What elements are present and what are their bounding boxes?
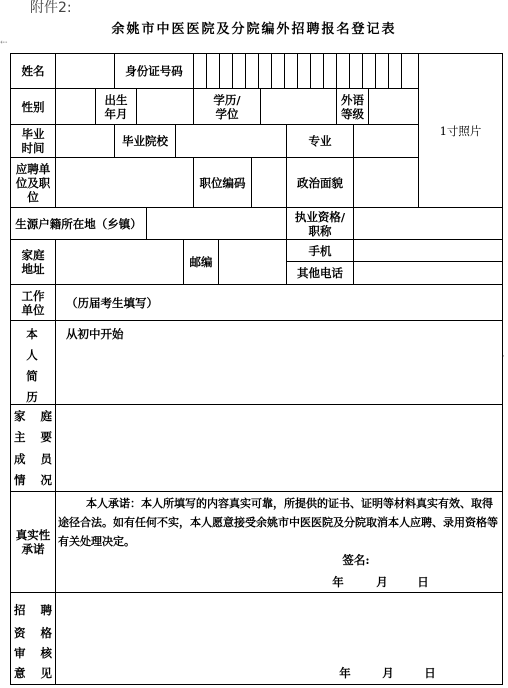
photo-placeholder: 1寸照片	[439, 123, 482, 138]
promise-date-day: 日	[417, 575, 429, 589]
authenticity-label: 真实性 承诺	[15, 528, 51, 556]
applied-position-field[interactable]	[56, 158, 193, 207]
birth-date-label: 出生 年月	[104, 92, 128, 121]
applied-position-label: 应聘单 位及职 位	[15, 161, 51, 204]
resume-label: 本 人 简 历	[26, 327, 38, 404]
family-field[interactable]	[56, 405, 502, 491]
signature-label: 签名:	[342, 553, 370, 567]
work-unit-label: 工作 单位	[21, 288, 45, 317]
education-field[interactable]	[261, 89, 336, 124]
name-label: 姓名	[21, 64, 45, 78]
promise-date-month: 月	[376, 575, 388, 589]
origin-location-field[interactable]	[147, 208, 286, 239]
promise-text: 本人承诺：本人所填写的内容真实可靠，所提供的证书、证明等材料真实有效、取得途径合法。如有任何不实，本人愿意接受余姚市中医医院及分院取消本人应聘、录用资格等有关处理决定。	[58, 497, 498, 548]
graduation-school-field[interactable]	[176, 125, 286, 157]
review-date-month: 月	[382, 666, 394, 680]
major-label: 专业	[308, 134, 332, 148]
margin-marker-icon: ⇠	[0, 38, 8, 48]
position-code-field[interactable]	[252, 158, 286, 207]
postcode-label: 邮编	[189, 255, 213, 269]
margin-marker-icon: ·	[502, 352, 505, 362]
political-status-field[interactable]	[354, 158, 418, 207]
qualification-field[interactable]	[354, 208, 502, 239]
graduation-school-label: 毕业院校	[122, 134, 168, 148]
language-level-field[interactable]	[369, 89, 418, 124]
origin-location-label: 生源户籍所在地（乡镇）	[15, 216, 142, 231]
other-phone-label: 其他电话	[297, 266, 343, 280]
language-level-label: 外语 等级	[341, 92, 364, 121]
postcode-field[interactable]	[219, 240, 286, 284]
position-code-label: 职位编码	[199, 175, 246, 190]
id-number-label: 身份证号码	[125, 64, 183, 78]
work-unit-field[interactable]: （历届考生填写）	[66, 295, 158, 310]
resume-field[interactable]: 从初中开始	[66, 327, 124, 341]
major-field[interactable]	[354, 125, 418, 157]
political-status-label: 政治面貌	[297, 175, 343, 190]
gender-label: 性别	[21, 99, 45, 114]
other-phone-field[interactable]	[354, 262, 502, 284]
form-title: 余姚市中医医院及分院编外招聘报名登记表	[111, 22, 397, 37]
gender-field[interactable]	[56, 89, 95, 124]
home-address-field[interactable]	[56, 240, 183, 284]
education-label: 学历/ 学位	[213, 92, 241, 121]
qualification-label: 执业资格/ 职称	[294, 209, 346, 238]
promise-date-year: 年	[332, 575, 344, 589]
mobile-field[interactable]	[354, 240, 502, 261]
home-address-label: 家庭 地址	[21, 248, 45, 276]
graduation-time-field[interactable]	[56, 125, 114, 157]
birth-date-field[interactable]	[137, 89, 193, 124]
mobile-label: 手机	[308, 243, 332, 258]
id-number-field[interactable]	[194, 54, 418, 88]
review-date-year: 年	[339, 666, 351, 680]
graduation-time-label: 毕业 时间	[21, 127, 45, 155]
attachment-label: 附件2:	[30, 0, 72, 16]
name-field[interactable]	[56, 54, 114, 88]
review-field[interactable]	[56, 593, 502, 653]
review-date-day: 日	[424, 666, 436, 680]
